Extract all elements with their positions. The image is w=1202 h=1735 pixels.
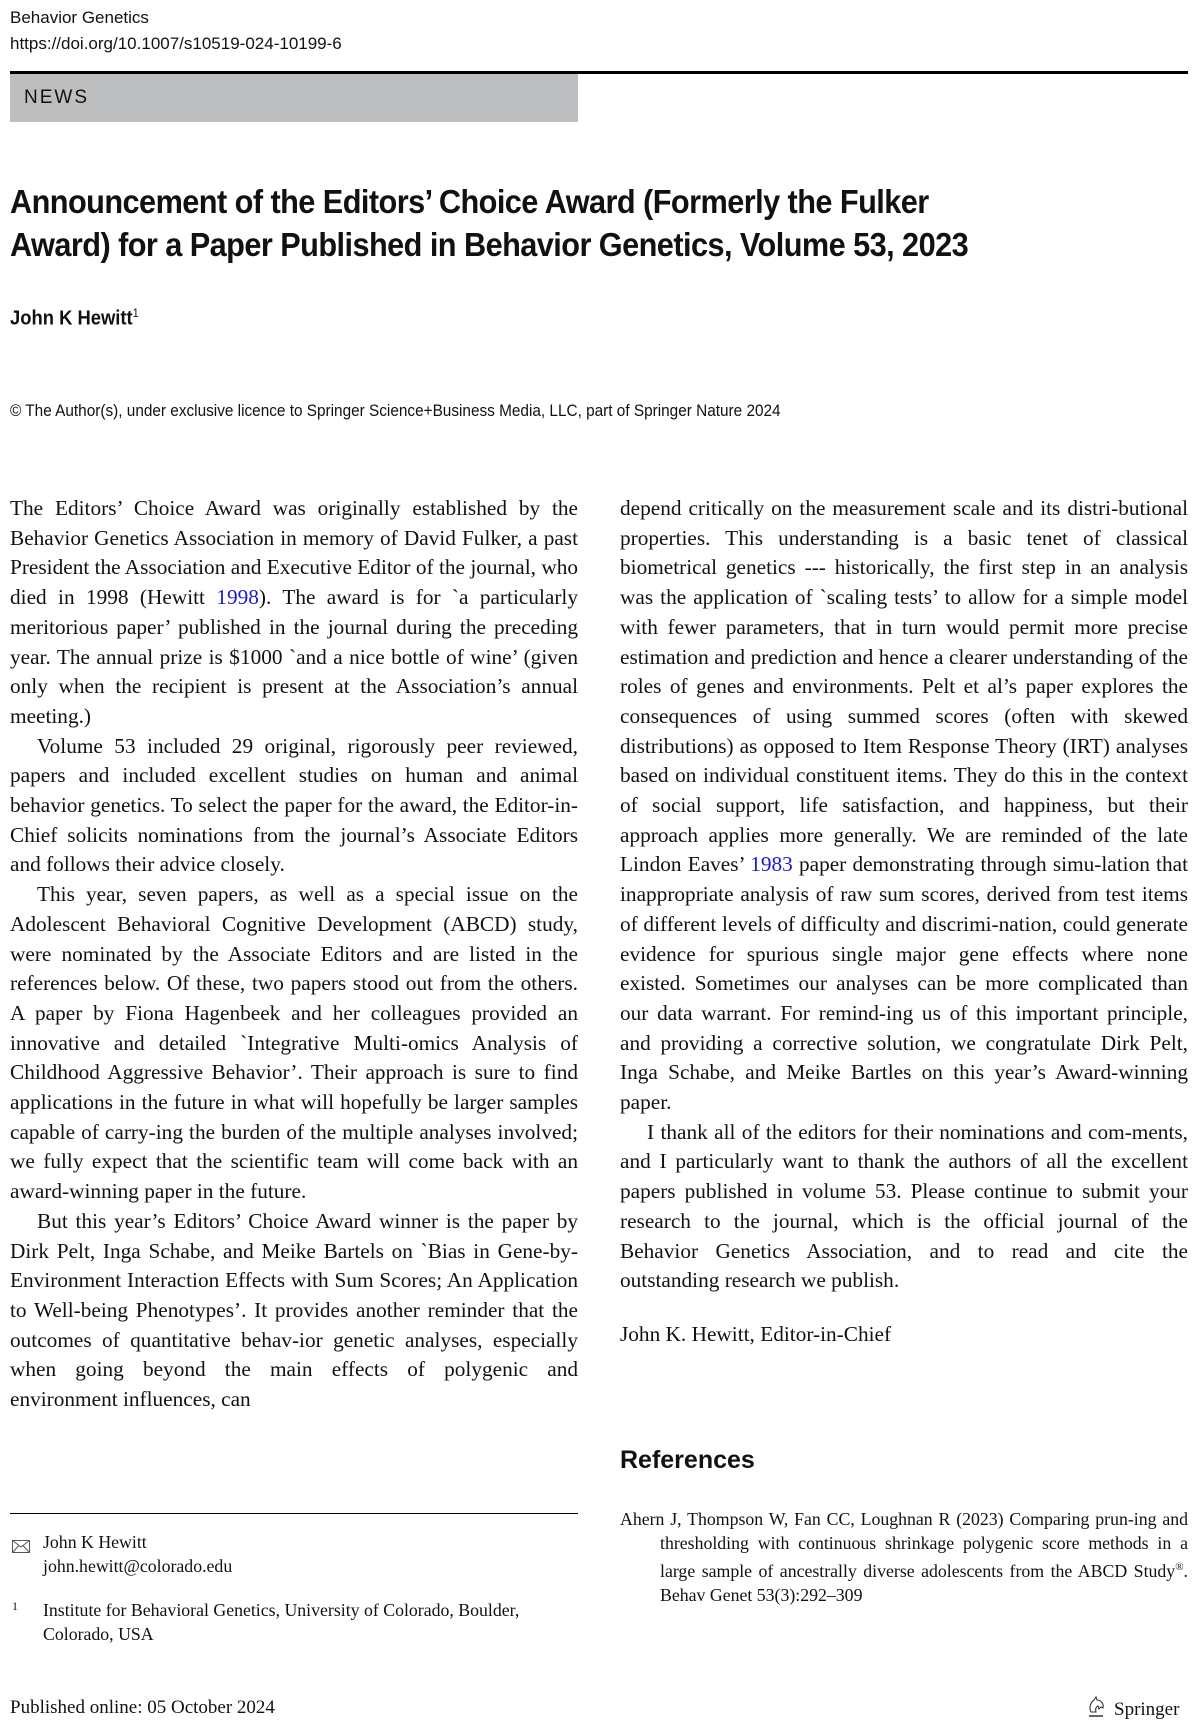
springer-horse-logo-icon xyxy=(1086,1695,1108,1724)
paragraph: This year, seven papers, as well as a special issue on the Adolescent Behavioral Cognitive Development (ABCD) study, were nominated by the Associate Editors and are listed in the references below. Of these, two papers stood out from the others. A paper by Fiona Hagenbeek and her colleagues provided an innovative and detailed `Integrative Multi-omics Analysis of Childhood Aggressive Behavior’. Their approach is sure to find applications in the future in what will hopefully be larger samples capable of carry-ing the burden of the multiple analyses involved; we fully expect that the scientific team will come back with an award-winning paper in the future. xyxy=(10,882,578,1204)
paragraph xyxy=(10,494,578,732)
corresp-email[interactable]: john.hewitt@colorado.edu xyxy=(43,1556,233,1576)
registered-mark: ® xyxy=(1175,1561,1184,1573)
published-date: Published online: 05 October 2024 xyxy=(10,1697,275,1718)
affiliation-mark[interactable]: 1 xyxy=(132,306,139,320)
section-banner xyxy=(10,74,578,122)
paragraph xyxy=(620,494,1188,1118)
signature: John K. Hewitt, Editor-in-Chief xyxy=(620,1321,892,1346)
text: ). The award is for `a particularly meritorious paper’ published in the journal during the preceding year. The annual prize is $1000 `and a nice bottle of wine’ (given only when the recipient is present at the Association’s annual meeting.) xyxy=(10,585,578,728)
paragraph: I thank all of the editors for their nominations and com-ments, and I particularly want to thank the authors of all the excellent papers published in volume 53. Please continue to submit your research to the journal, which is the official journal of the Behavior Genetics Association, and to read and cite the outstanding research we publish. xyxy=(620,1119,1188,1293)
text: depend critically on the measurement scale and its distri-butional properties. This understanding is a basic tenet of classical biometrical genetics --- historically, the first step in an analysis was the application of `scaling tests’ to allow for a simple model with fewer parameters, that in turn would permit more precise estimation and prediction and hence a clearer understanding of the roles of genes and environments. Pelt et al’s paper explores the consequences of using summed scores (often with skewed distributions) as opposed to Item Response Theory (IRT) analyses based on individual constituent items. They do this in the context of social support, life satisfaction, and happiness, but their approach applies more generally. We are reminded of the late Lindon Eaves’ xyxy=(620,496,1188,877)
author-name[interactable]: John K Hewitt xyxy=(10,307,133,330)
publisher-name: Springer xyxy=(1114,1698,1180,1720)
paragraph: But this year’s Editors’ Choice Award winner is the paper by Dirk Pelt, Inga Schabe, and Meike Bartels on `Bias in Gene-by-Environment Interaction Effects with Sum Scores; An Application to Well-being Phenotypes’. It provides another reminder that the outcomes of quantitative behav-ior genetic analyses, especially when going beyond the main effects of polygenic and environment influences, can xyxy=(10,1208,578,1412)
corresponding-author xyxy=(10,1530,232,1578)
reference-list xyxy=(620,1507,1188,1607)
citation-link[interactable]: 1998 xyxy=(216,585,259,610)
affiliation-number: 1 xyxy=(12,1599,18,1613)
corresp-name: John K Hewitt xyxy=(43,1532,147,1552)
journal-name: Behavior Genetics xyxy=(10,8,149,27)
envelope-icon xyxy=(12,1535,30,1559)
citation-link[interactable]: 1983 xyxy=(750,852,793,877)
text: paper demonstrating through simu-lation that inappropriate analysis of raw sum scores, derived from test items of different levels of difficulty and discrimi-nation, could generate evidence for spurious single major gene effects where none existed. Sometimes our analyses can be more complicated than our data warrant. For remind-ing us of this important principle, and providing a corrective solution, we congratulate Dirk Pelt, Inga Schabe, and Meike Bartles on this year’s Award-winning paper. xyxy=(620,852,1188,1115)
copyright-notice: © The Author(s), under exclusive licence to Springer Science+Business Media, LLC, part of Springer Nature 2024 xyxy=(10,402,781,420)
author-line xyxy=(10,306,139,331)
article-title: Announcement of the Editors’ Choice Award (Formerly the Fulker Award) for a Paper Published in Behavior Genetics, Volume 53, 2023 xyxy=(10,183,969,263)
publisher-logo[interactable] xyxy=(1086,1695,1179,1724)
reference-item[interactable] xyxy=(620,1507,1188,1607)
section-label: NEWS xyxy=(24,87,89,108)
text: The Editors’ Choice Award was originally established by the Behavior Genetics Association in memory of David Fulker, a past President the Association and Executive Editor of the journal, who died in 1998 (Hewitt xyxy=(10,496,578,610)
reference-source: . Behav Genet 53(3):292–309 xyxy=(660,1560,1188,1605)
affiliation-text: Institute for Behavioral Genetics, University of Colorado, Boulder, Colorado, USA xyxy=(43,1600,520,1644)
doi-link[interactable]: https://doi.org/10.1007/s10519-024-10199-6 xyxy=(10,34,342,53)
body-column-right xyxy=(620,494,1188,1350)
references-heading: References xyxy=(620,1446,755,1474)
paragraph: Volume 53 included 29 original, rigorously peer reviewed, papers and included excellent studies on human and animal behavior genetics. To select the paper for the award, the Editor-in-Chief solicits nominations from the journal’s Associate Editors and follows their advice closely. xyxy=(10,733,578,877)
body-column-left xyxy=(10,494,578,1415)
affiliation xyxy=(10,1598,563,1646)
reference-text: Ahern J, Thompson W, Fan CC, Loughnan R (2023) Comparing prun-ing and thresholding with continuous shrinkage polygenic score methods in a large sample of ancestrally diverse adolescents from the ABCD Study xyxy=(620,1509,1188,1581)
footnote-rule xyxy=(10,1513,578,1514)
